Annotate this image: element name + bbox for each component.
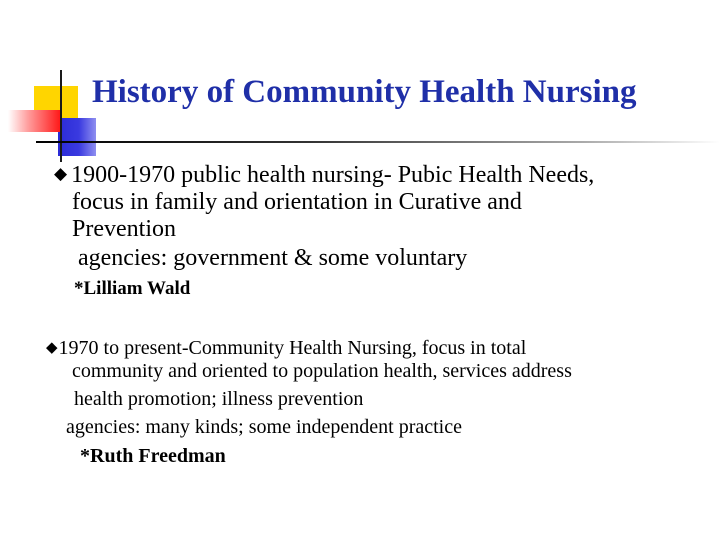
bullet-1-line-3: Prevention	[72, 216, 176, 242]
bullet-2-line-2: community and oriented to population health, services address	[72, 360, 572, 382]
title-underline	[36, 141, 720, 143]
diamond-bullet-icon: ◆	[54, 164, 68, 183]
person-ruth-freedman: *Ruth Freedman	[80, 445, 226, 467]
bullet-1900-1970	[54, 160, 704, 243]
diamond-bullet-icon: ◆	[46, 340, 58, 356]
bullet-1-line-1: 1900-1970 public health nursing- Pubic Health Needs,	[71, 162, 595, 188]
logo-vertical-line	[60, 70, 62, 162]
bullet-2-line-3: health promotion; illness prevention	[74, 388, 364, 410]
bullet-2-line-1: 1970 to present-Community Health Nursing, focus in total	[58, 337, 527, 359]
slide-title: History of Community Health Nursing	[92, 74, 637, 110]
bullet-1-line-2: focus in family and orientation in Curative and	[72, 189, 522, 215]
logo-red-bar	[8, 110, 60, 132]
person-lilliam-wald: *Lilliam Wald	[74, 278, 191, 299]
agencies-1970-present: agencies: many kinds; some independent practice	[66, 416, 462, 438]
bullet-1970-present	[46, 337, 706, 383]
agencies-1900-1970: agencies: government & some voluntary	[78, 245, 468, 271]
logo-blue-square	[58, 118, 96, 156]
